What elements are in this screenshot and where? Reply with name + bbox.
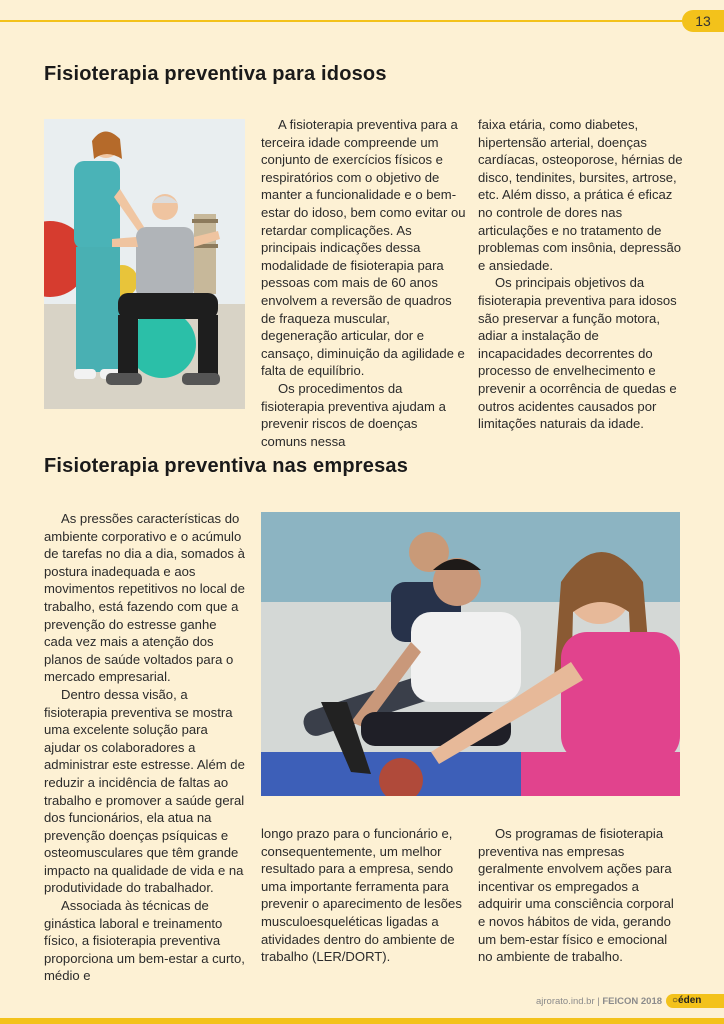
bottom-rule bbox=[0, 1018, 724, 1024]
paragraph: Associada às técnicas de ginástica laboral e treinamento físico, a fisioterapia preventiva proporciona um bem-estar a curto, médio e bbox=[44, 898, 245, 984]
eden-logo bbox=[666, 994, 724, 1008]
section-title-empresas: Fisioterapia preventiva nas empresas bbox=[44, 455, 409, 477]
footer-event: FEICON 2018 bbox=[602, 996, 663, 1007]
footer-credits bbox=[536, 996, 662, 1007]
top-rule bbox=[0, 20, 688, 22]
section1-column-2 bbox=[478, 116, 683, 433]
paragraph: faixa etária, como diabetes, hipertensão arterial, doenças cardíacas, osteoporose, hérnias de disco, tendinites, bursites, artrose, etc. Além disso, a prática é eficaz no controle de dores nas articulações e no tratamento de problemas com insônia, depressão e ansiedade. bbox=[478, 117, 683, 273]
logo-text: éden bbox=[678, 995, 702, 1006]
paragraph: Os procedimentos da fisioterapia preventiva ajudam a prevenir riscos de doenças comuns nessa bbox=[261, 380, 446, 449]
paragraph: A fisioterapia preventiva para a terceira idade compreende um conjunto de exercícios físicos e respiratórios com o objetivo de manter a funcionalidade e o bem-estar do idoso, bem como evitar ou retardar complicações. As principais indicações dessa modalidade de fisioterapia para pessoas com mais de 60 anos envolvem a reversão de quadros de fraqueza muscular, degeneração articular, dor e cansaço, diminuição da agilidade e falta de equilíbrio. bbox=[261, 117, 466, 379]
logo-mark-icon: ○ bbox=[672, 995, 679, 1006]
stretching-group-illustration bbox=[261, 512, 680, 796]
page-number: 13 bbox=[682, 10, 724, 32]
paragraph: Dentro dessa visão, a fisioterapia preventiva se mostra uma excelente solução para ajudar os colaboradores a administrar este estresse. Além de reduzir a incidência de faltas ao trabalho e promover a saúde geral dos funcionários, ela atua na prevenção doenças psíquicas e osteomusculares que têm grande impacto na qualidade de vida e na produtividade do trabalhador. bbox=[44, 686, 245, 896]
section-title-idosos: Fisioterapia preventiva para idosos bbox=[44, 63, 387, 85]
photo-office-stretching bbox=[261, 512, 680, 796]
section1-column-1 bbox=[261, 116, 466, 450]
section2-column-3 bbox=[478, 825, 683, 966]
footer-site: ajrorato.ind.br bbox=[536, 996, 595, 1007]
footer-separator: | bbox=[597, 996, 600, 1007]
paragraph: Os principais objetivos da fisioterapia preventiva para idosos são preservar a função motora, adiar a instalação de incapacidades decorrentes do processo de envelhecimento e prevenir a ocorrência de quedas e outros acidentes causados por limitações naturais da idade. bbox=[478, 275, 677, 432]
paragraph: longo prazo para o funcionário e, consequentemente, um melhor resultado para a empresa, sendo uma importante ferramenta para prevenir o aparecimento de lesões musculoesqueléticas ligadas a atividades dentro do ambiente de trabalho (LER/DORT). bbox=[261, 826, 462, 965]
paragraph: As pressões características do ambiente corporativo e o acúmulo de tarefas no dia a dia, somados à postura inadequada e aos movimentos repetitivos no local de trabalho, está fazendo com que a prevenção do estresse ganhe cada vez mais a atenção dos planos de saúde voltados para o mercado empresarial. bbox=[44, 511, 245, 685]
section2-column-1 bbox=[44, 510, 246, 985]
photo-elderly-physiotherapy bbox=[44, 119, 245, 409]
elderly-physio-illustration bbox=[44, 119, 245, 409]
paragraph: Os programas de fisioterapia preventiva nas empresas geralmente envolvem ações para incentivar os empregados a adquirir uma consciência corporal e novos hábitos de vida, gerando um bem-estar físico e emocional no ambiente de trabalho. bbox=[478, 826, 674, 965]
section2-column-2 bbox=[261, 825, 466, 966]
